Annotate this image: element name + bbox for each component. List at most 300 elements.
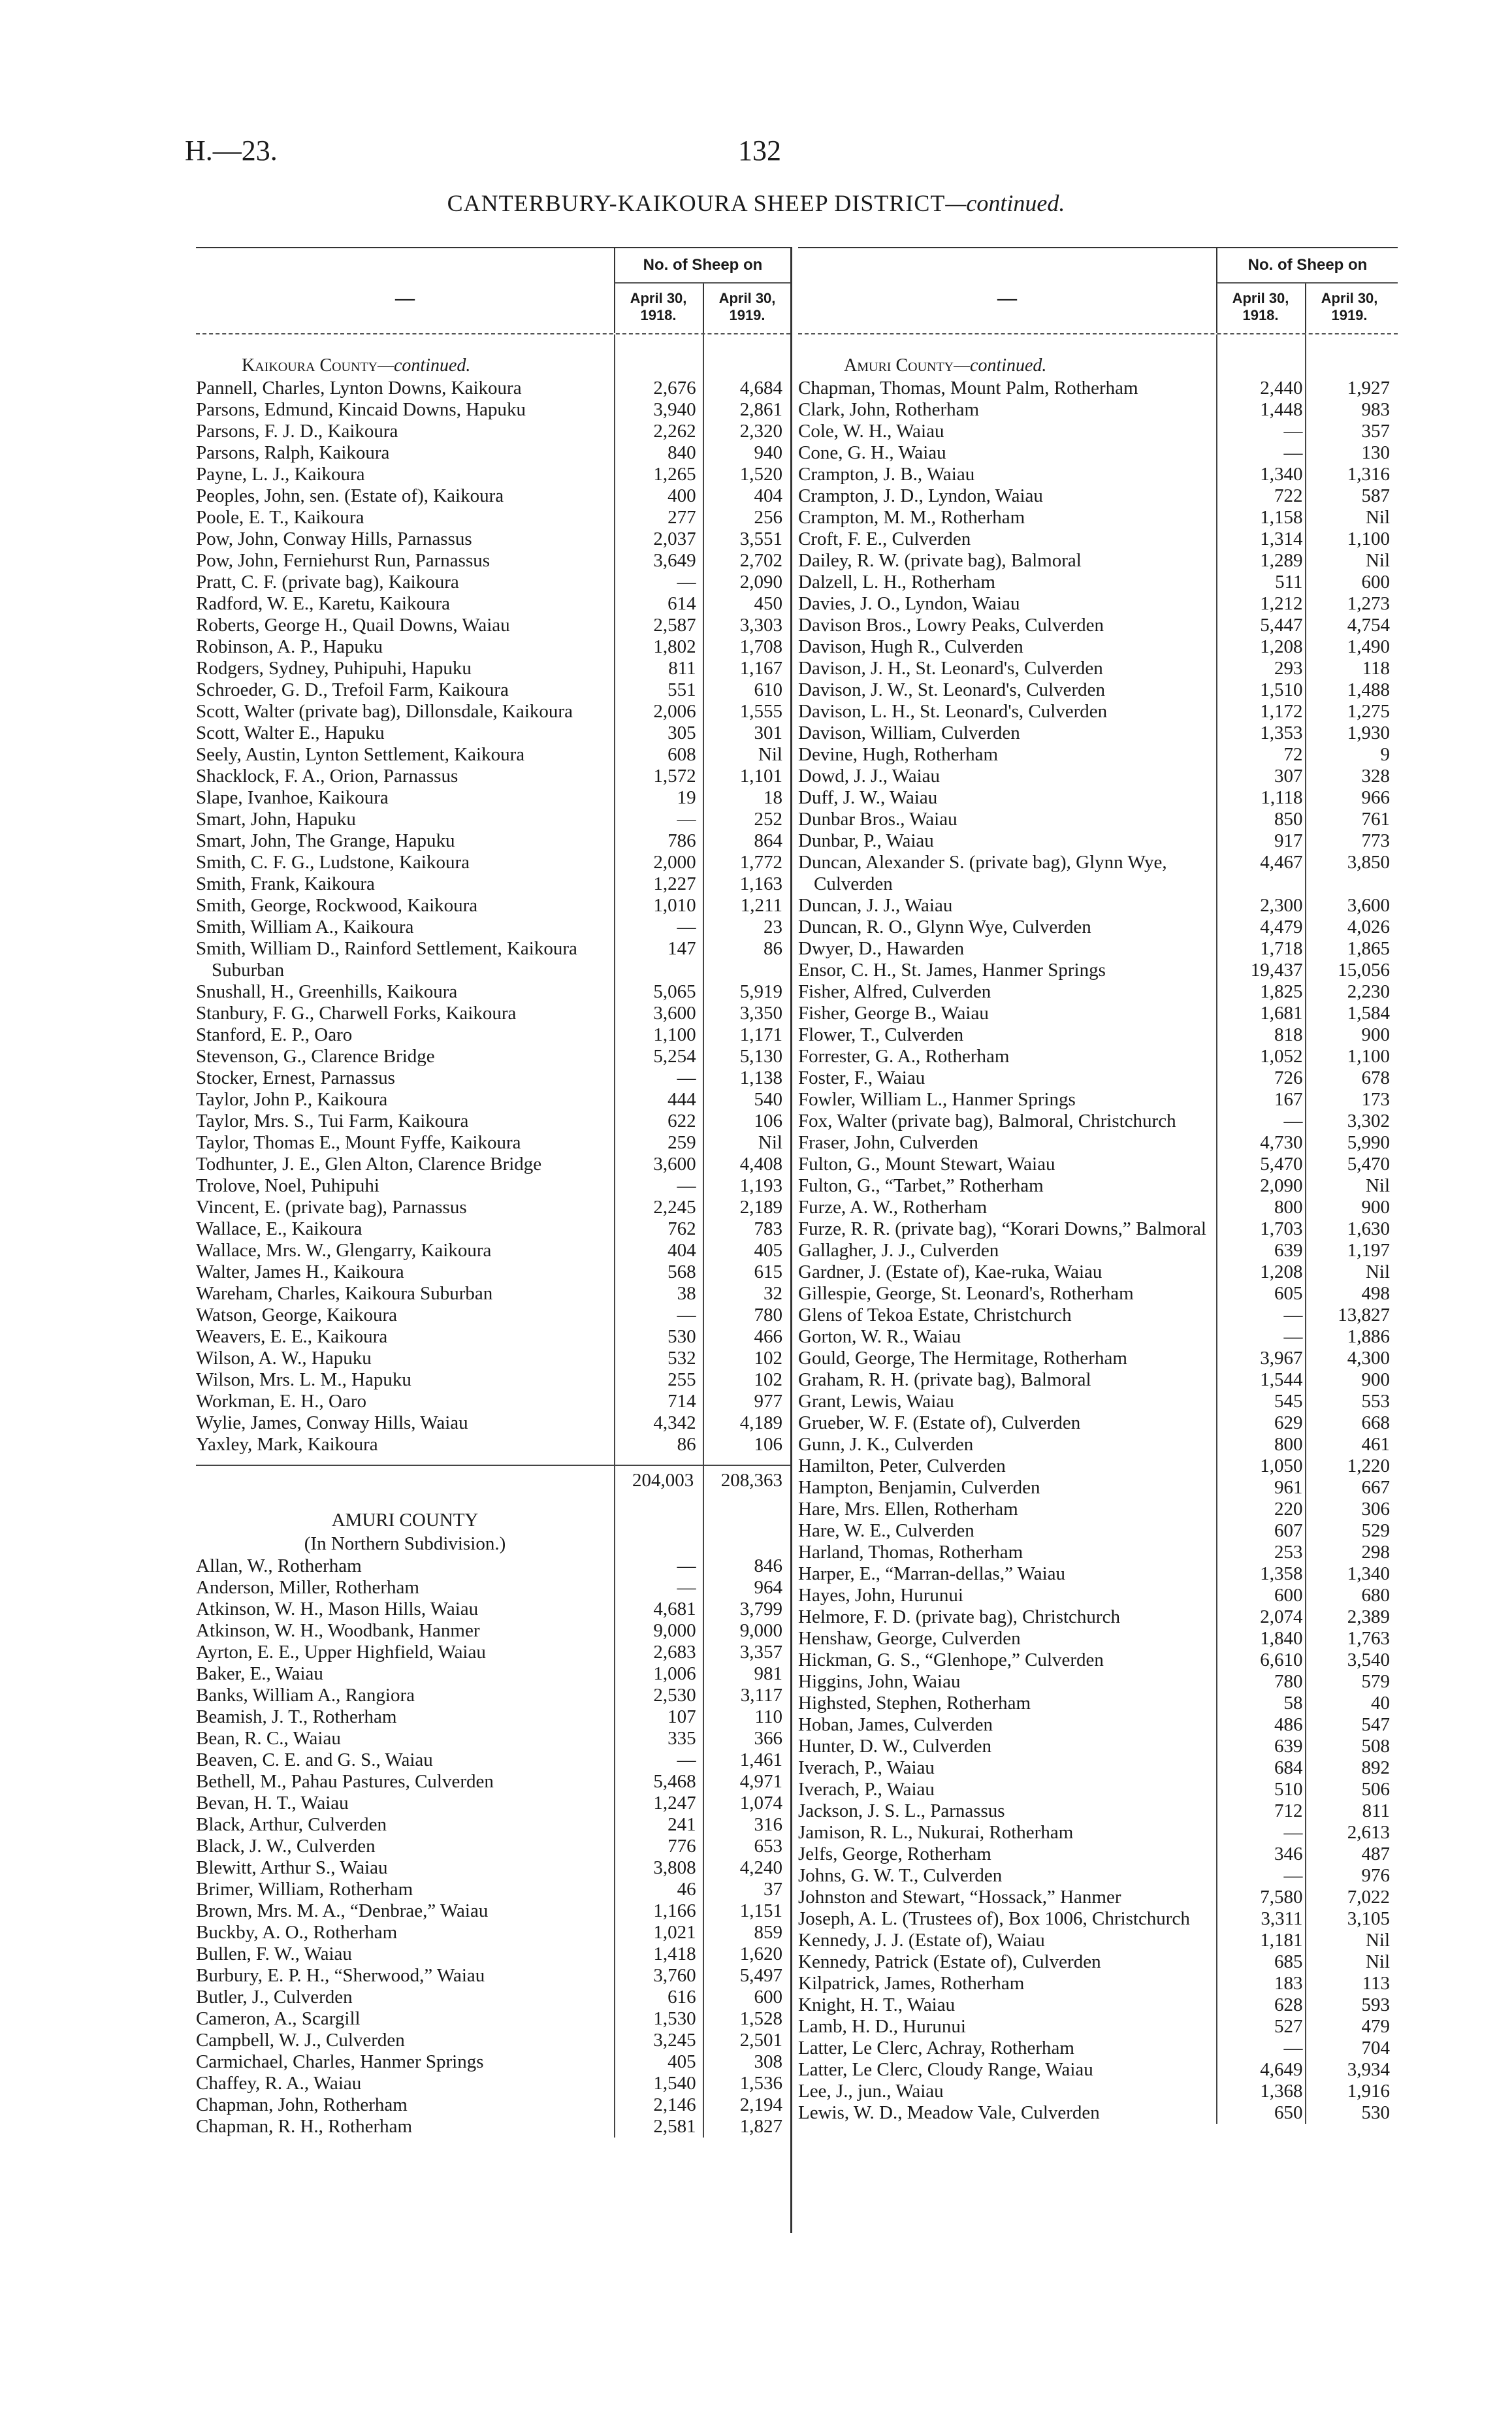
sheep-1919: 892 xyxy=(1361,1757,1390,1778)
sheep-1919: 900 xyxy=(1361,1024,1390,1045)
section-subheading: (In Northern Subdivision.) xyxy=(304,1533,506,1554)
name-column-header: — xyxy=(997,287,1017,309)
total-1919: 208,363 xyxy=(720,1470,782,1491)
owner-name: Hare, W. E., Culverden xyxy=(798,1520,974,1541)
sheep-1919: Nil xyxy=(1365,1951,1390,1972)
owner-name: Davison, Hugh R., Culverden xyxy=(798,636,1023,657)
sheep-1919: 864 xyxy=(754,830,782,851)
table-row xyxy=(196,1771,790,1793)
sheep-1919: 600 xyxy=(1361,572,1390,593)
owner-name: Clark, John, Rotherham xyxy=(798,399,980,420)
table-row xyxy=(798,787,1398,809)
sheep-1919: 680 xyxy=(1361,1585,1390,1606)
sheep-1918: 9,000 xyxy=(653,1620,696,1641)
sheep-1918: 1,358 xyxy=(1260,1563,1303,1584)
owner-name: Cone, G. H., Waiau xyxy=(798,442,946,463)
sheep-1918: 532 xyxy=(668,1348,696,1369)
sheep-1919: 1,886 xyxy=(1347,1326,1390,1347)
sheep-1919: 1,275 xyxy=(1347,701,1390,722)
owner-name: Gardner, J. (Estate of), Kae-ruka, Waiau xyxy=(798,1261,1102,1282)
sheep-1918: 1,052 xyxy=(1260,1046,1303,1067)
sheep-1919: Nil xyxy=(758,1132,782,1153)
owner-name: Davies, J. O., Lyndon, Waiau xyxy=(798,593,1020,614)
sheep-1918: 616 xyxy=(668,1987,696,2008)
sheep-1919: 256 xyxy=(754,507,782,528)
owner-name: Beamish, J. T., Rotherham xyxy=(196,1706,397,1727)
table-row xyxy=(196,744,790,766)
owner-name: Duncan, R. O., Glynn Wye, Culverden xyxy=(798,917,1091,937)
sheep-1918: 2,146 xyxy=(653,2094,696,2115)
owner-name: Beaven, C. E. and G. S., Waiau xyxy=(196,1749,433,1770)
owner-name: Crampton, J. D., Lyndon, Waiau xyxy=(798,485,1043,506)
sheep-1919: 600 xyxy=(754,1987,782,2008)
sheep-1919: 5,919 xyxy=(739,981,782,1002)
table-row xyxy=(196,1663,790,1685)
amuri-rows xyxy=(196,1555,790,2138)
sheep-1919: 530 xyxy=(1361,2102,1390,2123)
owner-name: Fisher, George B., Waiau xyxy=(798,1003,989,1024)
sheep-1918: 917 xyxy=(1274,830,1303,851)
sheep-1919: 508 xyxy=(1361,1736,1390,1757)
page-title xyxy=(0,189,1512,217)
sheep-1919: 487 xyxy=(1361,1844,1390,1864)
table-row xyxy=(196,1642,790,1663)
sheep-1918: 3,808 xyxy=(653,1857,696,1878)
sheep-1918: 1,544 xyxy=(1260,1369,1303,1390)
table-row xyxy=(798,1736,1398,1757)
owner-name: Lewis, W. D., Meadow Vale, Culverden xyxy=(798,2102,1100,2123)
owner-name: Hamilton, Peter, Culverden xyxy=(798,1455,1006,1476)
table-row xyxy=(798,636,1398,658)
owner-name: Chaffey, R. A., Waiau xyxy=(196,2073,362,2094)
owner-name: Joseph, A. L. (Trustees of), Box 1006, Christchurch xyxy=(798,1908,1190,1929)
owner-name: Brimer, William, Rotherham xyxy=(196,1879,413,1900)
sheep-1918: 86 xyxy=(677,1434,696,1455)
sheep-1918: 1,825 xyxy=(1260,981,1303,1002)
table-row xyxy=(798,981,1398,1003)
owner-name: Blewitt, Arthur S., Waiau xyxy=(196,1857,388,1878)
owner-name: Lee, J., jun., Waiau xyxy=(798,2081,944,2102)
sheep-1919: 773 xyxy=(1361,830,1390,851)
owner-name: Butler, J., Culverden xyxy=(196,1987,353,2008)
owner-name: Brown, Mrs. M. A., “Denbrae,” Waiau xyxy=(196,1900,489,1921)
sheep-1919: 5,990 xyxy=(1347,1132,1390,1153)
sheep-1918: 639 xyxy=(1274,1240,1303,1261)
sheep-1918: 1,247 xyxy=(653,1793,696,1813)
sheep-1918: 1,118 xyxy=(1261,787,1303,808)
table-row xyxy=(798,701,1398,723)
sheep-1918: 259 xyxy=(668,1132,696,1153)
table-row xyxy=(798,2102,1398,2124)
sheep-1918: 2,581 xyxy=(653,2116,696,2137)
sheep-group-header: No. of Sheep on xyxy=(1216,248,1398,284)
table-row xyxy=(798,1844,1398,1865)
sheep-1918: — xyxy=(677,1067,696,1088)
table-row xyxy=(798,917,1398,938)
owner-name: Kilpatrick, James, Rotherham xyxy=(798,1973,1025,1994)
sheep-1919: 615 xyxy=(754,1261,782,1282)
owner-name: Forrester, G. A., Rotherham xyxy=(798,1046,1010,1067)
sheep-1919: 118 xyxy=(1362,658,1390,679)
sheep-1919: 704 xyxy=(1361,2038,1390,2058)
sheep-1919: 1,916 xyxy=(1347,2081,1390,2102)
owner-name: Bevan, H. T., Waiau xyxy=(196,1793,349,1813)
owner-name: Gillespie, George, St. Leonard's, Rotherham xyxy=(798,1283,1134,1304)
table-row xyxy=(196,766,790,787)
sheep-1919: 964 xyxy=(754,1577,782,1598)
sheep-1918: 818 xyxy=(1274,1024,1303,1045)
owner-name: Roberts, George H., Quail Downs, Waiau xyxy=(196,615,510,636)
sheep-1918: 1,681 xyxy=(1260,1003,1303,1024)
owner-name: Fox, Walter (private bag), Balmoral, Christchurch xyxy=(798,1111,1176,1131)
owner-name: Smith, William D., Rainford Settlement, Kaikoura Suburban xyxy=(196,938,577,981)
sheep-1918: 1,208 xyxy=(1260,636,1303,657)
owner-name: Smith, Frank, Kaikoura xyxy=(196,873,375,894)
table-row xyxy=(798,1930,1398,1951)
sheep-1918: — xyxy=(1283,2038,1303,2058)
owner-name: Chapman, R. H., Rotherham xyxy=(196,2116,413,2137)
sheep-1918: 3,649 xyxy=(653,550,696,571)
table-row xyxy=(196,1836,790,1857)
table-row xyxy=(798,507,1398,529)
sheep-1919: 37 xyxy=(763,1879,782,1900)
table-row xyxy=(196,679,790,701)
owner-name: Grant, Lewis, Waiau xyxy=(798,1391,954,1412)
table-row xyxy=(196,852,790,873)
sheep-1918: 1,540 xyxy=(653,2073,696,2094)
sheep-1918: 722 xyxy=(1274,485,1303,506)
sheep-1918: 726 xyxy=(1274,1067,1303,1088)
table-row xyxy=(196,917,790,938)
sheep-1919: 940 xyxy=(754,442,782,463)
table-row xyxy=(798,1003,1398,1024)
owner-name: Smith, William A., Kaikoura xyxy=(196,917,414,937)
owner-name: Dalzell, L. H., Rotherham xyxy=(798,572,995,593)
sheep-1919: 1,630 xyxy=(1347,1218,1390,1239)
sheep-1919: 113 xyxy=(1362,1973,1390,1994)
sheep-1919: 4,240 xyxy=(739,1857,782,1878)
sheep-1919: 106 xyxy=(754,1434,782,1455)
sheep-1918: 3,940 xyxy=(653,399,696,420)
sheep-1918: 2,683 xyxy=(653,1642,696,1663)
table-row xyxy=(798,1542,1398,1563)
name-column-header: — xyxy=(395,287,415,309)
owner-name: Davison, William, Culverden xyxy=(798,723,1020,743)
owner-name: Furze, A. W., Rotherham xyxy=(798,1197,988,1218)
sheep-1919: 587 xyxy=(1361,485,1390,506)
sheep-1919: 461 xyxy=(1361,1434,1390,1455)
table-row xyxy=(798,1499,1398,1520)
table-row xyxy=(196,1089,790,1111)
sheep-1918: 2,440 xyxy=(1260,378,1303,398)
table-row xyxy=(196,938,790,981)
sheep-1918: — xyxy=(1283,442,1303,463)
sheep-1918: 1,840 xyxy=(1260,1628,1303,1649)
title-text: CANTERBURY-KAIKOURA SHEEP DISTRICT xyxy=(447,190,946,216)
owner-name: Johns, G. W. T., Culverden xyxy=(798,1865,1003,1886)
owner-name: Cameron, A., Scargill xyxy=(196,2008,361,2029)
sheep-1918: 5,447 xyxy=(1260,615,1303,636)
owner-name: Taylor, John P., Kaikoura xyxy=(196,1089,388,1110)
table-row xyxy=(196,507,790,529)
sheep-1918: 2,000 xyxy=(653,852,696,873)
sheep-1918: 511 xyxy=(1275,572,1303,593)
owner-name: Smart, John, Hapuku xyxy=(196,809,356,830)
table-row xyxy=(798,550,1398,572)
sheep-1919: 328 xyxy=(1361,766,1390,787)
owner-name: Gorton, W. R., Waiau xyxy=(798,1326,961,1347)
sheep-1919: 405 xyxy=(754,1240,782,1261)
owner-name: Bean, R. C., Waiau xyxy=(196,1728,341,1749)
section-heading-amuri-continued xyxy=(798,354,1398,378)
sheep-1919: 86 xyxy=(763,938,782,959)
sheep-1919: 610 xyxy=(754,679,782,700)
sheep-1919: 306 xyxy=(1361,1499,1390,1520)
sheep-1918: 253 xyxy=(1274,1542,1303,1563)
sheep-1918: 628 xyxy=(1274,1994,1303,2015)
sheep-1918: 2,006 xyxy=(653,701,696,722)
sheep-1919: 3,357 xyxy=(739,1642,782,1663)
table-row xyxy=(196,1218,790,1240)
sheep-1918: 1,166 xyxy=(653,1900,696,1921)
sheep-1919: 110 xyxy=(754,1706,782,1727)
table-row xyxy=(196,1326,790,1348)
table-header xyxy=(798,247,1398,334)
table-row xyxy=(196,1024,790,1046)
sheep-1918: 4,681 xyxy=(653,1599,696,1619)
table-row xyxy=(798,830,1398,852)
table-row xyxy=(798,1563,1398,1585)
owner-name: Yaxley, Mark, Kaikoura xyxy=(196,1434,378,1455)
table-row xyxy=(798,615,1398,636)
sheep-1919: 3,799 xyxy=(739,1599,782,1619)
sheep-1918: 1,703 xyxy=(1260,1218,1303,1239)
owner-name: Scott, Walter E., Hapuku xyxy=(196,723,385,743)
sheep-1919: Nil xyxy=(1365,550,1390,571)
owner-name: Pow, John, Ferniehurst Run, Parnassus xyxy=(196,550,491,571)
owner-name: Vincent, E. (private bag), Parnassus xyxy=(196,1197,467,1218)
owner-name: Devine, Hugh, Rotherham xyxy=(798,744,999,765)
owner-name: Atkinson, W. H., Mason Hills, Waiau xyxy=(196,1599,479,1619)
table-row xyxy=(196,485,790,507)
table-row xyxy=(196,1240,790,1261)
sheep-1918: 46 xyxy=(677,1879,696,1900)
table-row xyxy=(798,1800,1398,1822)
sheep-1918: 1,368 xyxy=(1260,2081,1303,2102)
owner-name: Watson, George, Kaikoura xyxy=(196,1305,397,1325)
owner-name: Iverach, P., Waiau xyxy=(798,1779,935,1800)
sheep-1918: 4,649 xyxy=(1260,2059,1303,2080)
owner-name: Kennedy, J. J. (Estate of), Waiau xyxy=(798,1930,1045,1951)
table-row xyxy=(798,1757,1398,1779)
sheep-1919: 1,927 xyxy=(1347,378,1390,398)
owner-name: Crampton, J. B., Waiau xyxy=(798,464,975,485)
owner-name: Parsons, F. J. D., Kaikoura xyxy=(196,421,398,442)
sheep-1918: 58 xyxy=(1283,1693,1303,1714)
sheep-1918: 277 xyxy=(668,507,696,528)
owner-name: Wallace, E., Kaikoura xyxy=(196,1218,362,1239)
table-row xyxy=(798,1412,1398,1434)
sheep-1918: 444 xyxy=(668,1089,696,1110)
sheep-1918: 3,311 xyxy=(1261,1908,1303,1929)
sheep-1919: 780 xyxy=(754,1305,782,1325)
table-row xyxy=(196,421,790,442)
sheep-1918: 1,158 xyxy=(1260,507,1303,528)
sheep-1919: 3,934 xyxy=(1347,2059,1390,2080)
table-row xyxy=(798,1132,1398,1154)
sheep-1918: 1,448 xyxy=(1260,399,1303,420)
owner-name: Ensor, C. H., St. James, Hanmer Springs xyxy=(798,960,1106,981)
sheep-1918: 1,181 xyxy=(1260,1930,1303,1951)
sheep-1918: 2,090 xyxy=(1260,1175,1303,1196)
sheep-1918: 1,050 xyxy=(1260,1455,1303,1476)
owner-name: Wilson, A. W., Hapuku xyxy=(196,1348,372,1369)
sheep-1918: 607 xyxy=(1274,1520,1303,1541)
table-row xyxy=(798,1024,1398,1046)
sheep-1919: 1,865 xyxy=(1347,938,1390,959)
sheep-1919: 308 xyxy=(754,2051,782,2072)
table-row xyxy=(798,464,1398,485)
sheep-1918: 2,245 xyxy=(653,1197,696,1218)
document-reference: H.—23. xyxy=(185,135,278,167)
table-row xyxy=(798,1175,1398,1197)
sheep-1919: 4,026 xyxy=(1347,917,1390,937)
sheep-1919: 1,163 xyxy=(739,873,782,894)
owner-name: Jelfs, George, Rotherham xyxy=(798,1844,991,1864)
table-row xyxy=(798,2038,1398,2059)
sheep-1919: 1,528 xyxy=(739,2008,782,2029)
sheep-1918: 7,580 xyxy=(1260,1887,1303,1908)
sheep-1919: 2,702 xyxy=(739,550,782,571)
owner-name: Radford, W. E., Karetu, Kaikoura xyxy=(196,593,450,614)
table-row xyxy=(798,1391,1398,1412)
table-row xyxy=(196,2030,790,2051)
sheep-1918: 4,342 xyxy=(653,1412,696,1433)
sheep-1918: — xyxy=(677,917,696,937)
sheep-1918: 2,530 xyxy=(653,1685,696,1706)
sheep-1919: 498 xyxy=(1361,1283,1390,1304)
sheep-1919: 1,220 xyxy=(1347,1455,1390,1476)
owner-name: Stanbury, F. G., Charwell Forks, Kaikoura xyxy=(196,1003,517,1024)
amuri-rows-continued xyxy=(798,378,1398,2124)
table-row xyxy=(798,1865,1398,1887)
table-row xyxy=(798,1240,1398,1261)
table-row xyxy=(798,1326,1398,1348)
sheep-1918: 4,467 xyxy=(1260,852,1303,873)
sheep-1918: 712 xyxy=(1274,1800,1303,1821)
sheep-1919: 7,022 xyxy=(1347,1887,1390,1908)
table-row xyxy=(196,1132,790,1154)
table-header xyxy=(196,247,790,334)
sheep-1918: 293 xyxy=(1274,658,1303,679)
sheep-1919: 9,000 xyxy=(739,1620,782,1641)
owner-name: Allan, W., Rotherham xyxy=(196,1555,362,1576)
sheep-1918: 2,262 xyxy=(653,421,696,442)
sheep-1919: 1,461 xyxy=(739,1749,782,1770)
table-row xyxy=(196,1369,790,1391)
table-row xyxy=(196,1965,790,1987)
sheep-1919: 981 xyxy=(754,1663,782,1684)
owner-name: Flower, T., Culverden xyxy=(798,1024,964,1045)
owner-name: Workman, E. H., Oaro xyxy=(196,1391,367,1412)
table-row xyxy=(196,550,790,572)
sheep-1918: 614 xyxy=(668,593,696,614)
table-row xyxy=(196,895,790,917)
owner-name: Weavers, E. E., Kaikoura xyxy=(196,1326,388,1347)
section-heading-kaikoura xyxy=(196,354,790,378)
owner-name: Seely, Austin, Lynton Settlement, Kaikoura xyxy=(196,744,525,765)
sheep-1919: 1,536 xyxy=(739,2073,782,2094)
owner-name: Cole, W. H., Waiau xyxy=(798,421,944,442)
table-row xyxy=(798,1154,1398,1175)
table-row xyxy=(798,1089,1398,1111)
sheep-1919: Nil xyxy=(1365,1930,1390,1951)
sheep-1918: — xyxy=(677,1555,696,1576)
left-table xyxy=(196,247,790,2138)
owner-name: Anderson, Miller, Rotherham xyxy=(196,1577,419,1598)
sheep-1918: 107 xyxy=(668,1706,696,1727)
sheep-1918: 2,587 xyxy=(653,615,696,636)
table-row xyxy=(196,1305,790,1326)
owner-name: Glens of Tekoa Estate, Christchurch xyxy=(798,1305,1072,1325)
table-row xyxy=(196,2008,790,2030)
owner-name: Higgins, John, Waiau xyxy=(798,1671,961,1692)
table-row xyxy=(196,2094,790,2116)
col-1918-header: April 30, 1918. xyxy=(1216,284,1304,333)
sheep-1918: 1,265 xyxy=(653,464,696,485)
sheep-1919: 977 xyxy=(754,1391,782,1412)
table-row xyxy=(196,1987,790,2008)
table-row xyxy=(798,1046,1398,1067)
sheep-1919: 3,540 xyxy=(1347,1650,1390,1670)
table-body xyxy=(798,334,1398,2124)
col-1919-header: April 30, 1919. xyxy=(1305,284,1392,333)
table-row xyxy=(196,1412,790,1434)
sheep-1918: — xyxy=(1283,1865,1303,1886)
table-row xyxy=(798,1994,1398,2016)
owner-name: Robinson, A. P., Hapuku xyxy=(196,636,383,657)
owner-name: Wareham, Charles, Kaikoura Suburban xyxy=(196,1283,493,1304)
sheep-1919: 5,497 xyxy=(739,1965,782,1986)
sheep-1918: — xyxy=(1283,1111,1303,1131)
sheep-1918: 530 xyxy=(668,1326,696,1347)
table-row xyxy=(196,1577,790,1599)
owner-name: Hampton, Benjamin, Culverden xyxy=(798,1477,1040,1498)
owner-name: Duff, J. W., Waiau xyxy=(798,787,938,808)
sheep-1919: 811 xyxy=(1362,1800,1390,1821)
sheep-1918: 3,600 xyxy=(653,1003,696,1024)
sheep-1919: 366 xyxy=(754,1728,782,1749)
sheep-1919: 106 xyxy=(754,1111,782,1131)
sheep-1918: 183 xyxy=(1274,1973,1303,1994)
table-row xyxy=(798,485,1398,507)
sheep-1918: 167 xyxy=(1274,1089,1303,1110)
owner-name: Black, J. W., Culverden xyxy=(196,1836,376,1857)
owner-name: Taylor, Thomas E., Mount Fyffe, Kaikoura xyxy=(196,1132,521,1153)
owner-name: Fowler, William L., Hanmer Springs xyxy=(798,1089,1076,1110)
table-row xyxy=(798,2081,1398,2102)
owner-name: Campbell, W. J., Culverden xyxy=(196,2030,405,2051)
table-row xyxy=(196,1261,790,1283)
owner-name: Hoban, James, Culverden xyxy=(798,1714,993,1735)
table-row xyxy=(196,981,790,1003)
owner-name: Taylor, Mrs. S., Tui Farm, Kaikoura xyxy=(196,1111,469,1131)
sheep-1919: 1,167 xyxy=(739,658,782,679)
sheep-1918: 1,802 xyxy=(653,636,696,657)
section-heading-amuri: AMURI COUNTY xyxy=(331,1510,479,1531)
sheep-1918: 400 xyxy=(668,485,696,506)
sheep-1919: 2,189 xyxy=(739,1197,782,1218)
